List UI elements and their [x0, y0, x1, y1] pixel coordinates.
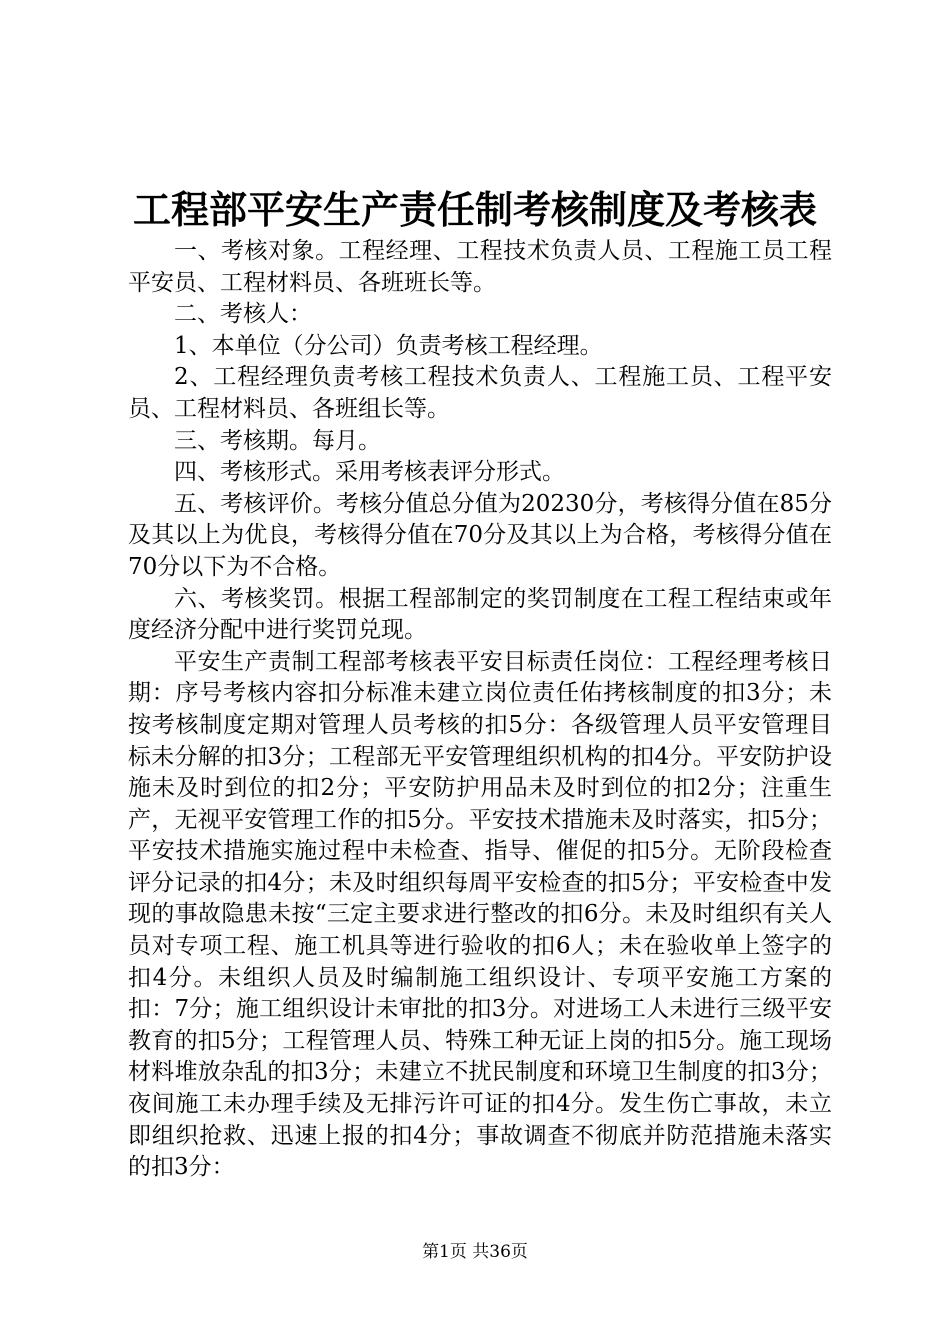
- paragraph-assessment-form: 四、考核形式。采用考核表评分形式。: [174, 459, 565, 486]
- paragraph-assessors-heading: 二、考核人：: [174, 301, 312, 328]
- paragraph-assessor-item-1: 1、本单位（分公司）负责考核工程经理。: [174, 332, 603, 359]
- paragraph-assessment-evaluation: 五、考核评价。考核分值总分值为20230分，考核得分值在85分及其以上为优良，考核得分值在70分及其以上为合格，考核得分值在70分以下为不合格。: [128, 490, 832, 580]
- paragraph-assessment-table-content: 平安生产责制工程部考核表平安目标责任岗位：工程经理考核日期：序号考核内容扣分标准未建立岗位责任佑拷核制度的扣3分；未按考核制度定期对管理人员考核的扣5分：各级管理人员平安管理目标未分解的扣3分；工程部无平安管理组织机构的扣4分。平安防护设施未及时到位的扣2分；平安防护用品未及时到位的扣2分；注重生产，无视平安管理工作的扣5分。平安技术措施未及时落实，扣5分；平安技术措施实施过程中未检查、指导、催促的扣5分。无阶段检查评分记录的扣4分；未及时组织每周平安检查的扣5分；平安检查中发现的事故隐患未按“三定主要求进行整改的扣6分。未及时组织有关人员对专项工程、施工机具等进行验收的扣6人；未在验收单上签字的扣4分。未组织人员及时编制施工组织设计、专项平安施工方案的扣：7分；施工组织设计未审批的扣3分。对进场工人未进行三级平安教育的扣5分；工程管理人员、特殊工种无证上岗的扣5分。施工现场材料堆放杂乱的扣3分；未建立不扰民制度和环境卫生制度的扣3分；夜间施工未办理手续及无排污许可证的扣4分。发生伤亡事故，未立即组织抢救、迅速上报的扣4分；事故调查不彻底并防范措施未落实的扣3分：: [128, 648, 832, 1181]
- paragraph-assessment-targets: 一、考核对象。工程经理、工程技术负责人员、工程施工员工程平安员、工程材料员、各班班长等。: [128, 238, 832, 296]
- paragraph-rewards-penalties: 六、考核奖罚。根据工程部制定的奖罚制度在工程工程结束或年度经济分配中进行奖罚兑现。: [128, 585, 832, 644]
- paragraph-assessor-item-2: 2、工程经理负责考核工程技术负责人、工程施工员、工程平安员、工程材料员、各班组长等。: [128, 364, 832, 422]
- document-title: 工程部平安生产责任制考核制度及考核表: [132, 187, 817, 232]
- paragraph-assessment-period: 三、考核期。每月。: [174, 427, 381, 454]
- page-number-footer: 第1页 共36页: [422, 1242, 528, 1262]
- document-body: [128, 236, 832, 1184]
